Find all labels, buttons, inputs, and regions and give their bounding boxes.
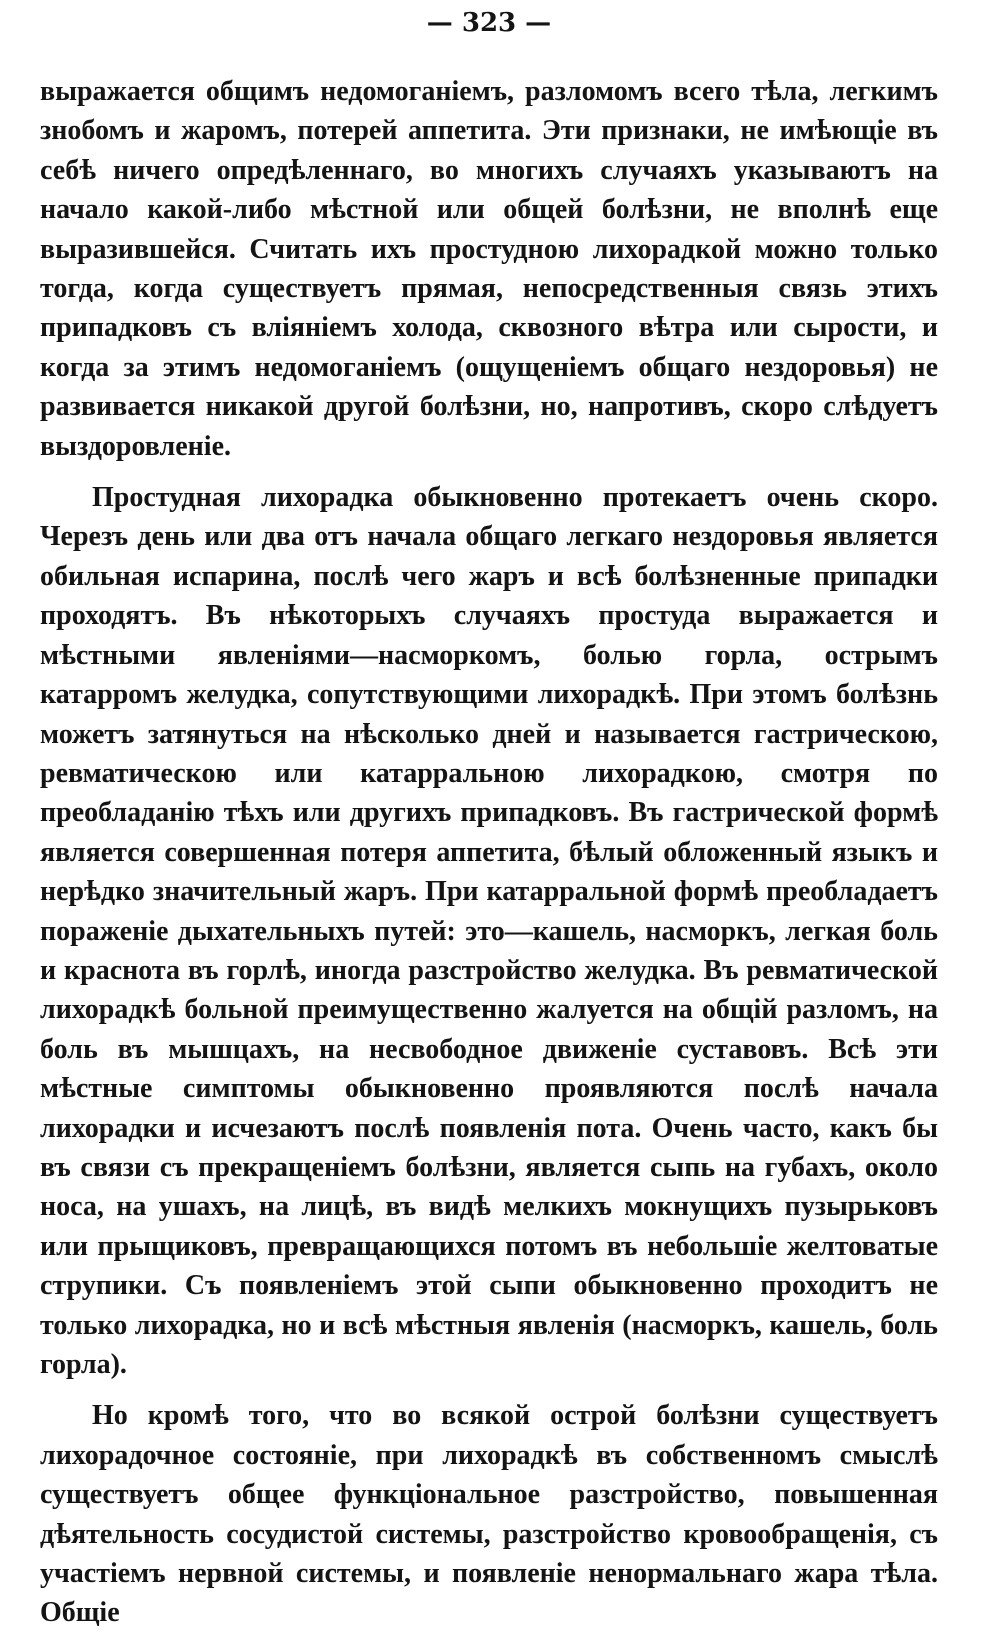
paragraph-fever-course: Простудная лихорадка обыкновенно протекаетъ очень скоро. Черезъ день или два отъ начала общаго легкаго нездоровья является обильная испарина, послѣ чего жаръ и всѣ болѣзненные припадки проходятъ. Въ нѣкоторыхъ случаяхъ простуда выражается и мѣстными явленіями—насморкомъ, болью горла, острымъ катарромъ желудка, сопутствующими лихорадкѣ. При этомъ болѣзнь можетъ затянуться на нѣсколько дней и называется гастрическою, ревматическою или катарральною лихорадкою, смотря по преобладанію тѣхъ или другихъ припадковъ. Въ гастрической формѣ является совершенная потеря аппетита, бѣлый обложенный языкъ и нерѣдко значительный жаръ. При катарральной формѣ преобладаетъ пораженіе дыхательныхъ путей: это—кашель, насморкъ, легкая боль и краснота въ горлѣ, иногда разстройство желудка. Въ ревматической лихорадкѣ больной преимущественно жалуется на общій разломъ, на боль въ мышцахъ, на несвободное движеніе суставовъ. Всѣ эти мѣстные симптомы обыкновенно проявляются послѣ начала лихорадки и исчезаютъ послѣ появленія пота. Очень часто, какъ бы въ связи съ прекращеніемъ болѣзни, является сыпь на губахъ, около носа, на ушахъ, на лицѣ, въ видѣ мелкихъ мокнущихъ пузырьковъ или прыщиковъ, превращающихся потомъ въ небольшіе желтоватые струпики. Съ появленіемъ этой сыпи обыкновенно проходитъ не только лихорадка, но и всѣ мѣстныя явленія (насморкъ, кашель, боль горла). <box>40 482 938 1380</box>
page-body <box>40 72 938 1633</box>
paragraph-continued: выражается общимъ недомоганіемъ, разломомъ всего тѣла, легкимъ знобомъ и жаромъ, потерей аппетита. Эти признаки, не имѣющіе въ себѣ ничего опредѣленнаго, во многихъ случаяхъ указываютъ на начало какой-либо мѣстной или общей болѣзни, не вполнѣ еще выразившейся. Считать ихъ простудною лихорадкой можно только тогда, когда существуетъ прямая, непосредственныя связь этихъ припадковъ съ вліяніемъ холода, сквозного вѣтра или сырости, и когда за этимъ недомоганіемъ (ощущеніемъ общаго нездоровья) не развивается никакой другой болѣзни, но, напротивъ, скоро слѣдуетъ выздоровленіе. <box>40 76 938 462</box>
paragraph-fever-definition: Но кромѣ того, что во всякой острой болѣзни существуетъ лихорадочное состояніе, при лихорадкѣ въ собственномъ смыслѣ существуетъ общее функціональное разстройство, повышенная дѣятельность сосудистой системы, разстройство кровообращенія, съ участіемъ нервной системы, и появленіе ненормальнаго жара тѣла. Общіе <box>40 1400 938 1629</box>
page-number: — 323 — <box>426 8 552 38</box>
